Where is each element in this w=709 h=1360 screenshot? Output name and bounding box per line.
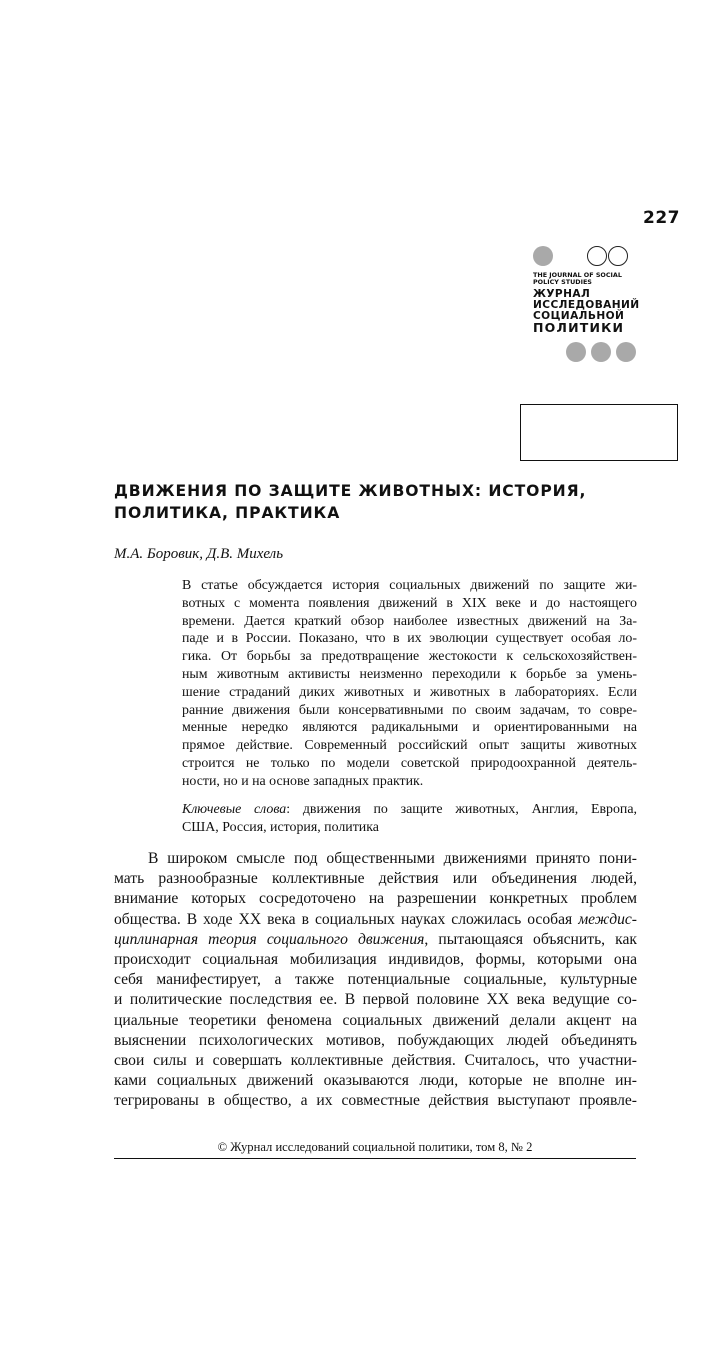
keywords-line: США, Россия, история, политика	[182, 819, 379, 835]
body-text-segment: общества. В ходе XX века в социальных науках сложилась особая	[114, 910, 579, 928]
body-line: мать разнообразные коллективные действия или объединения людей,	[114, 870, 637, 888]
logo-russian-line: ЖУРНАЛ	[533, 288, 591, 300]
body-line: внимание которых сосредоточено на разрешении конкретных проблем	[114, 890, 637, 908]
keywords-line	[182, 801, 637, 819]
article-abstract	[182, 577, 637, 791]
abstract-line: прямое действие. Современный российский опыт защиты животных	[182, 738, 637, 754]
logo-outline-circle-icon	[608, 246, 628, 266]
logo-russian-line: СОЦИАЛЬНОЙ	[533, 310, 625, 322]
body-text-segment: , пытающаяся объяснить, как	[424, 930, 637, 948]
abstract-line: ности, но и на основе западных практик.	[182, 773, 424, 789]
footer-citation: © Журнал исследований социальной политики, том 8, № 2	[217, 1140, 533, 1154]
logo-english-name: THE JOURNAL OF SOCIAL POLICY STUDIES	[533, 271, 622, 286]
body-line	[114, 910, 637, 930]
logo-filled-circle-icon	[533, 246, 553, 266]
logo-filled-circle-icon	[591, 342, 611, 362]
keywords-text: : движения по защите животных, Англия, Европа,	[286, 802, 637, 817]
article-body	[114, 849, 637, 1111]
body-line: ками социальных движений оказываются люди, которые не вполне ин-	[114, 1072, 637, 1090]
logo-filled-circle-icon	[566, 342, 586, 362]
logo-russian-line: ИССЛЕДОВАНИЙ	[533, 299, 640, 311]
abstract-line: шение страданий диких животных и животных в лабораториях. Если	[182, 684, 637, 700]
logo-russian-line: ПОЛИТИКИ	[533, 320, 625, 335]
abstract-line: паде и в России. Показано, что в их эволюции существует особая ло-	[182, 631, 637, 647]
body-line	[114, 930, 637, 950]
body-line: и политические последствия ее. В первой половине XX века ведущие со-	[114, 991, 637, 1009]
abstract-line: вотных с момента появления движений в XIX веке и до настоящего	[182, 595, 637, 611]
logo-russian-name	[533, 289, 640, 335]
keywords-label: Ключевые слова	[182, 802, 287, 817]
logo-filled-circle-icon	[616, 342, 636, 362]
abstract-line: гика. От борьбы за предотвращение жестокости к сельскохозяйствен-	[182, 649, 637, 665]
body-line: происходит социальная мобилизация индивидов, формы, которыми она	[114, 950, 637, 968]
article-keywords	[182, 801, 637, 837]
body-line: циальные теоретики феномена социальных движений делали акцент на	[114, 1011, 637, 1029]
article-authors: М.А. Боровик, Д.В. Михель	[114, 546, 284, 562]
page-number: 227	[643, 208, 680, 228]
body-line: свои силы и совершать коллективные действия. Считалось, что участни-	[114, 1051, 637, 1069]
body-line: В широком смысле под общественными движениями принято пони-	[148, 850, 637, 867]
footer-divider	[114, 1158, 636, 1159]
logo-outline-circle-icon	[587, 246, 607, 266]
abstract-line: В статье обсуждается история социальных движений по защите жи-	[182, 578, 637, 593]
body-emphasis: междис-	[578, 910, 637, 928]
abstract-line: строится не только по модели советской природоохранной деятель-	[182, 755, 637, 771]
article-title: ДВИЖЕНИЯ ПО ЗАЩИТЕ ЖИВОТНЫХ: ИСТОРИЯ, ПОЛИТИКА, ПРАКТИКА	[114, 482, 587, 522]
abstract-line: времени. Дается краткий обзор наиболее известных движений на За-	[182, 613, 637, 629]
body-line: себя манифестирует, а также потенциальные социальные, культурные	[114, 971, 637, 989]
body-emphasis: циплинарная теория социального движения	[114, 930, 425, 948]
body-line: тегрированы в общество, а их совместные действия выступают проявле-	[114, 1092, 637, 1110]
body-line: выяснении психологических мотивов, побуждающих людей объединять	[114, 1031, 637, 1049]
journal-logo	[533, 246, 643, 364]
empty-frame-box	[520, 404, 678, 461]
abstract-line: менные нередко являются радикальными и ориентированными на	[182, 720, 637, 736]
abstract-line: ным животным активисты неизменно переходили к борьбе за умень-	[182, 666, 637, 682]
abstract-line: ранние движения были консервативными по своим задачам, то совре-	[182, 702, 637, 718]
